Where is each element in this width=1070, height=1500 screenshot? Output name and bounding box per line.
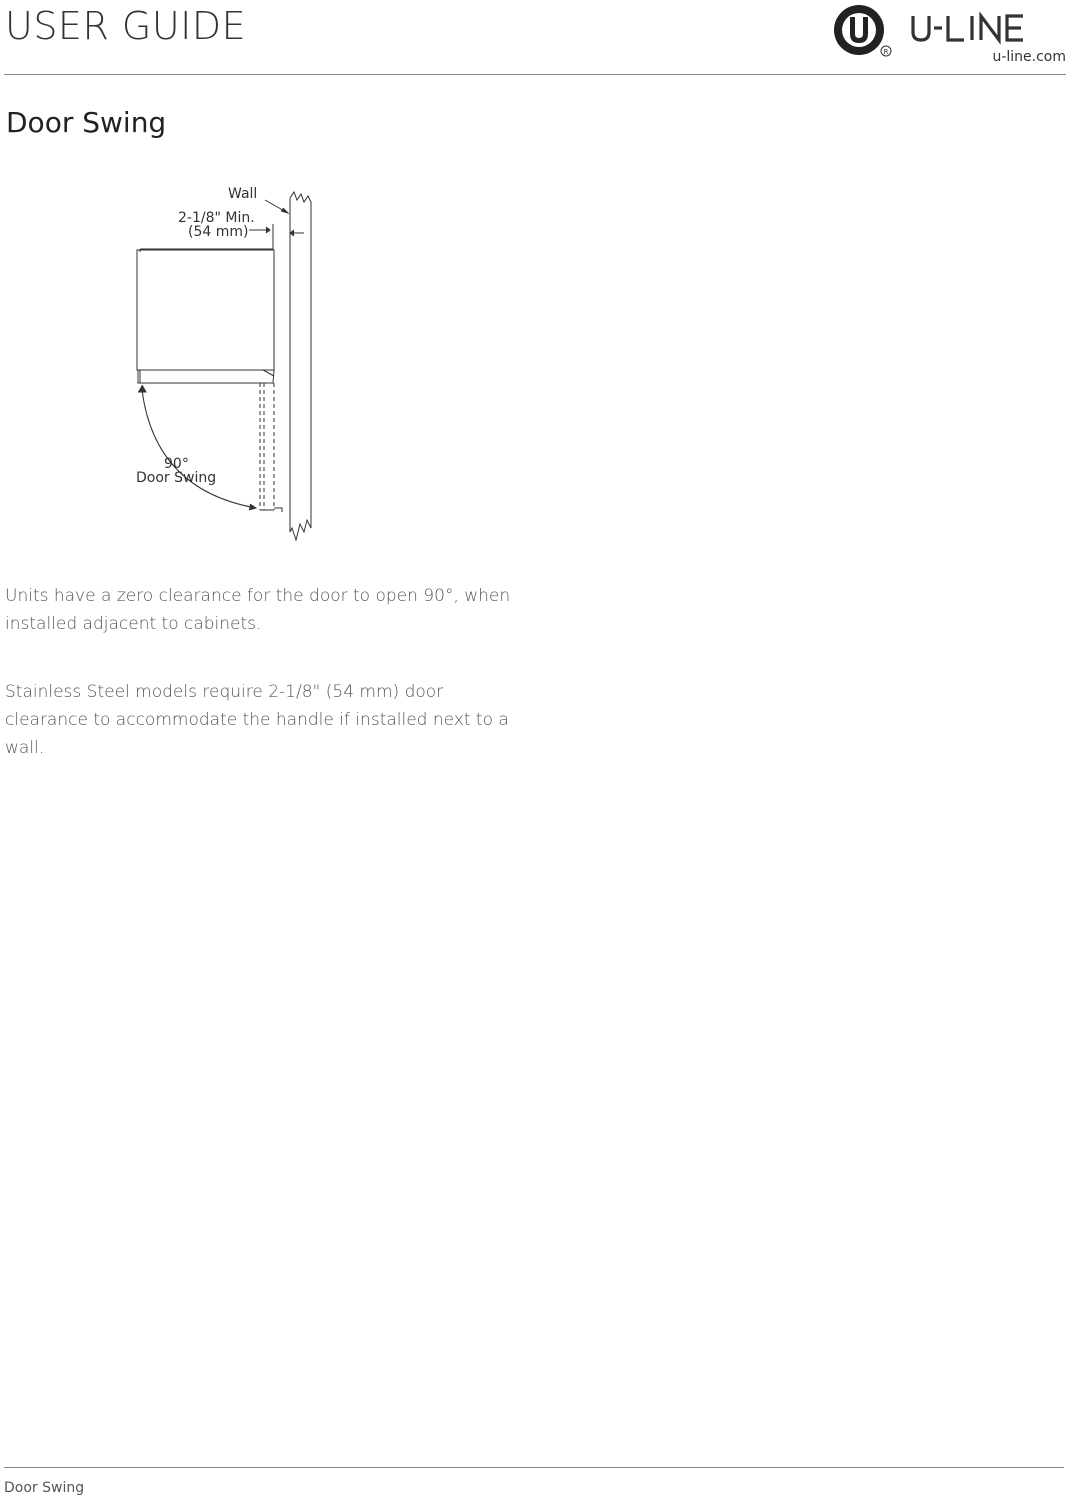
swing-angle-label: 90° bbox=[164, 456, 189, 472]
website-url[interactable]: u-line.com bbox=[992, 49, 1066, 65]
svg-text:R: R bbox=[883, 48, 889, 56]
page-header-title: USER GUIDE bbox=[5, 4, 247, 48]
footer-divider bbox=[4, 1467, 1064, 1468]
clearance-metric-label: (54 mm) bbox=[188, 224, 249, 240]
clearance-label: 2-1/8" Min. bbox=[178, 210, 255, 226]
section-title: Door Swing bbox=[6, 106, 167, 139]
paragraph-stainless-clearance: Stainless Steel models require 2-1/8" (54 mm) door clearance to accommodate the handle if installed next to a wall. bbox=[5, 682, 509, 758]
swing-label: Door Swing bbox=[136, 470, 217, 486]
wall-label: Wall bbox=[228, 186, 258, 202]
footer-label: Door Swing bbox=[4, 1480, 85, 1496]
wall-shape bbox=[290, 192, 311, 540]
brand-logo bbox=[833, 2, 1069, 66]
paragraph-zero-clearance: Units have a zero clearance for the door to open 90°, when installed adjacent to cabinets. bbox=[5, 586, 511, 634]
header-divider bbox=[4, 74, 1066, 75]
door-swing-diagram bbox=[120, 180, 340, 550]
